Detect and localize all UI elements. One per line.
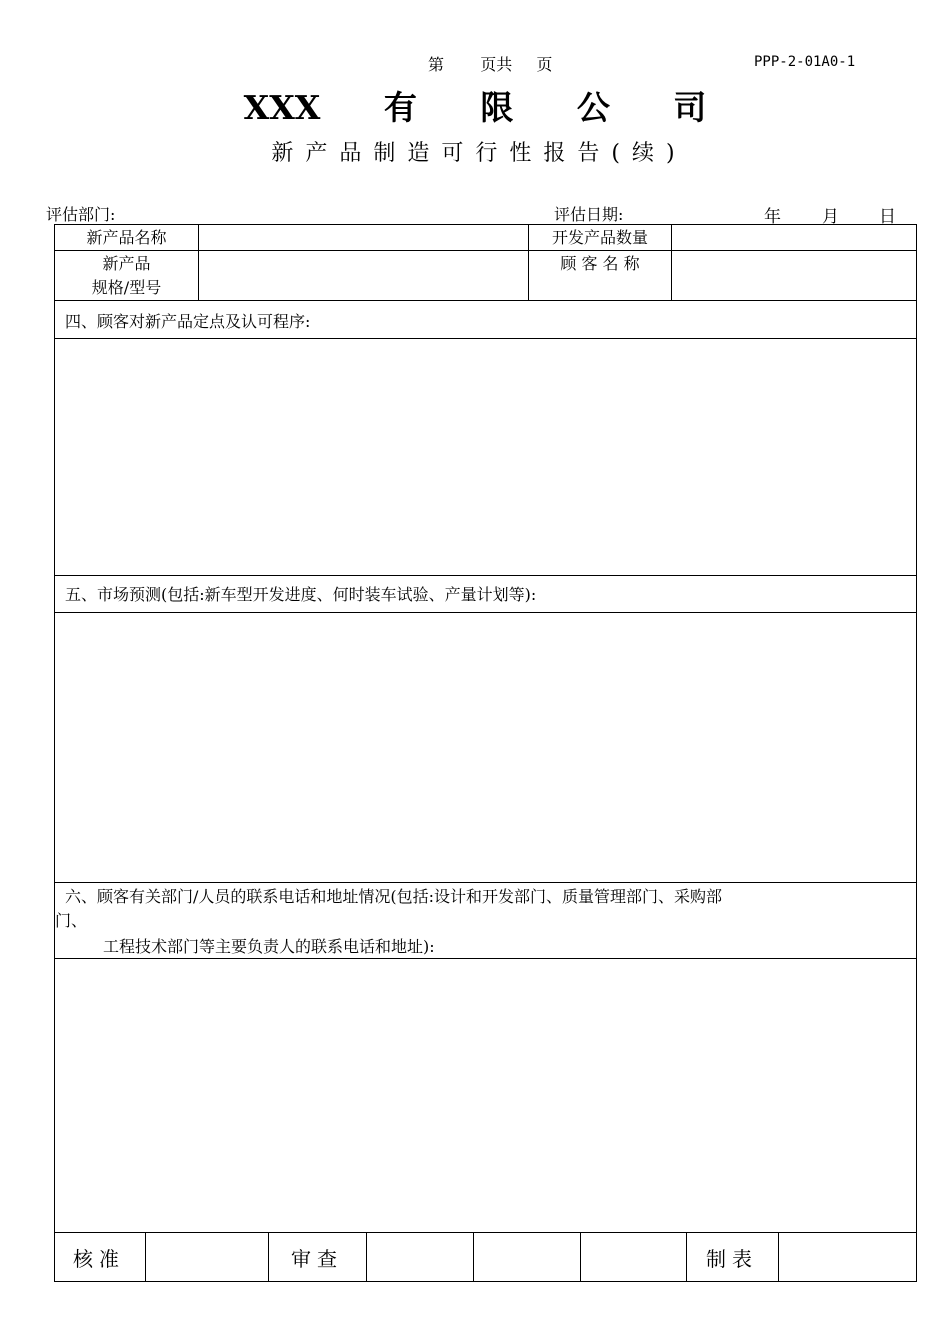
column-divider [268, 1232, 269, 1282]
row-divider [55, 575, 916, 576]
company-char: 司 [673, 88, 707, 127]
section-6-content-area[interactable] [55, 959, 916, 1232]
review-signature-field-3[interactable] [581, 1233, 686, 1282]
day-label: 日 [879, 207, 896, 227]
year-label: 年 [764, 207, 781, 227]
approve-signature-field[interactable] [146, 1233, 268, 1282]
page-ye-total: 页共 [480, 55, 513, 74]
page-number-info [428, 52, 552, 75]
prepare-signature-field[interactable] [779, 1233, 916, 1282]
row-divider [55, 300, 916, 301]
company-name [0, 82, 950, 129]
approve-label: 核准 [73, 1247, 125, 1271]
page-ye: 页 [536, 55, 553, 74]
report-title: 新产品制造可行性报告(续) [271, 141, 687, 166]
customer-name-field[interactable] [672, 251, 916, 300]
section-4-content-area[interactable] [55, 339, 916, 575]
section-6-heading-line2: 门、 [55, 911, 88, 930]
review-signature-field[interactable] [367, 1233, 473, 1282]
spec-label-line2: 规格/型号 [91, 278, 162, 297]
review-signature-field-2[interactable] [474, 1233, 580, 1282]
date-label: 评估日期: [554, 205, 624, 224]
section-6-heading-line1: 六、顾客有关部门/人员的联系电话和地址情况(包括:设计和开发部门、质量管理部门、采购部 [65, 887, 723, 906]
page-di: 第 [428, 55, 445, 74]
month-label: 月 [822, 207, 839, 227]
prepare-label: 制表 [706, 1247, 758, 1271]
company-char: 公 [576, 88, 610, 127]
quantity-field[interactable] [672, 225, 916, 250]
department-label: 评估部门: [46, 205, 116, 224]
row-divider [55, 882, 916, 883]
section-4-heading: 四、顾客对新产品定点及认可程序: [65, 312, 311, 331]
column-divider [686, 1232, 687, 1282]
company-char: XXX [243, 88, 321, 127]
section-5-heading: 五、市场预测(包括:新车型开发进度、何时装车试验、产量计划等): [65, 585, 537, 604]
quantity-label: 开发产品数量 [551, 228, 648, 247]
form-table [54, 224, 917, 1282]
spec-label-line1: 新产品 [102, 254, 151, 273]
document-code: PPP-2-01A0-1 [754, 54, 856, 70]
section-6-heading-line3: 工程技术部门等主要负责人的联系电话和地址): [103, 937, 435, 956]
company-char: 限 [480, 88, 514, 127]
product-name-field[interactable] [199, 225, 528, 250]
company-char: 有 [383, 88, 417, 127]
customer-name-label: 顾 客 名 称 [560, 254, 640, 273]
product-name-label: 新产品名称 [86, 228, 167, 247]
review-label: 审查 [291, 1247, 343, 1271]
section-5-content-area[interactable] [55, 613, 916, 882]
spec-model-field[interactable] [199, 251, 528, 300]
